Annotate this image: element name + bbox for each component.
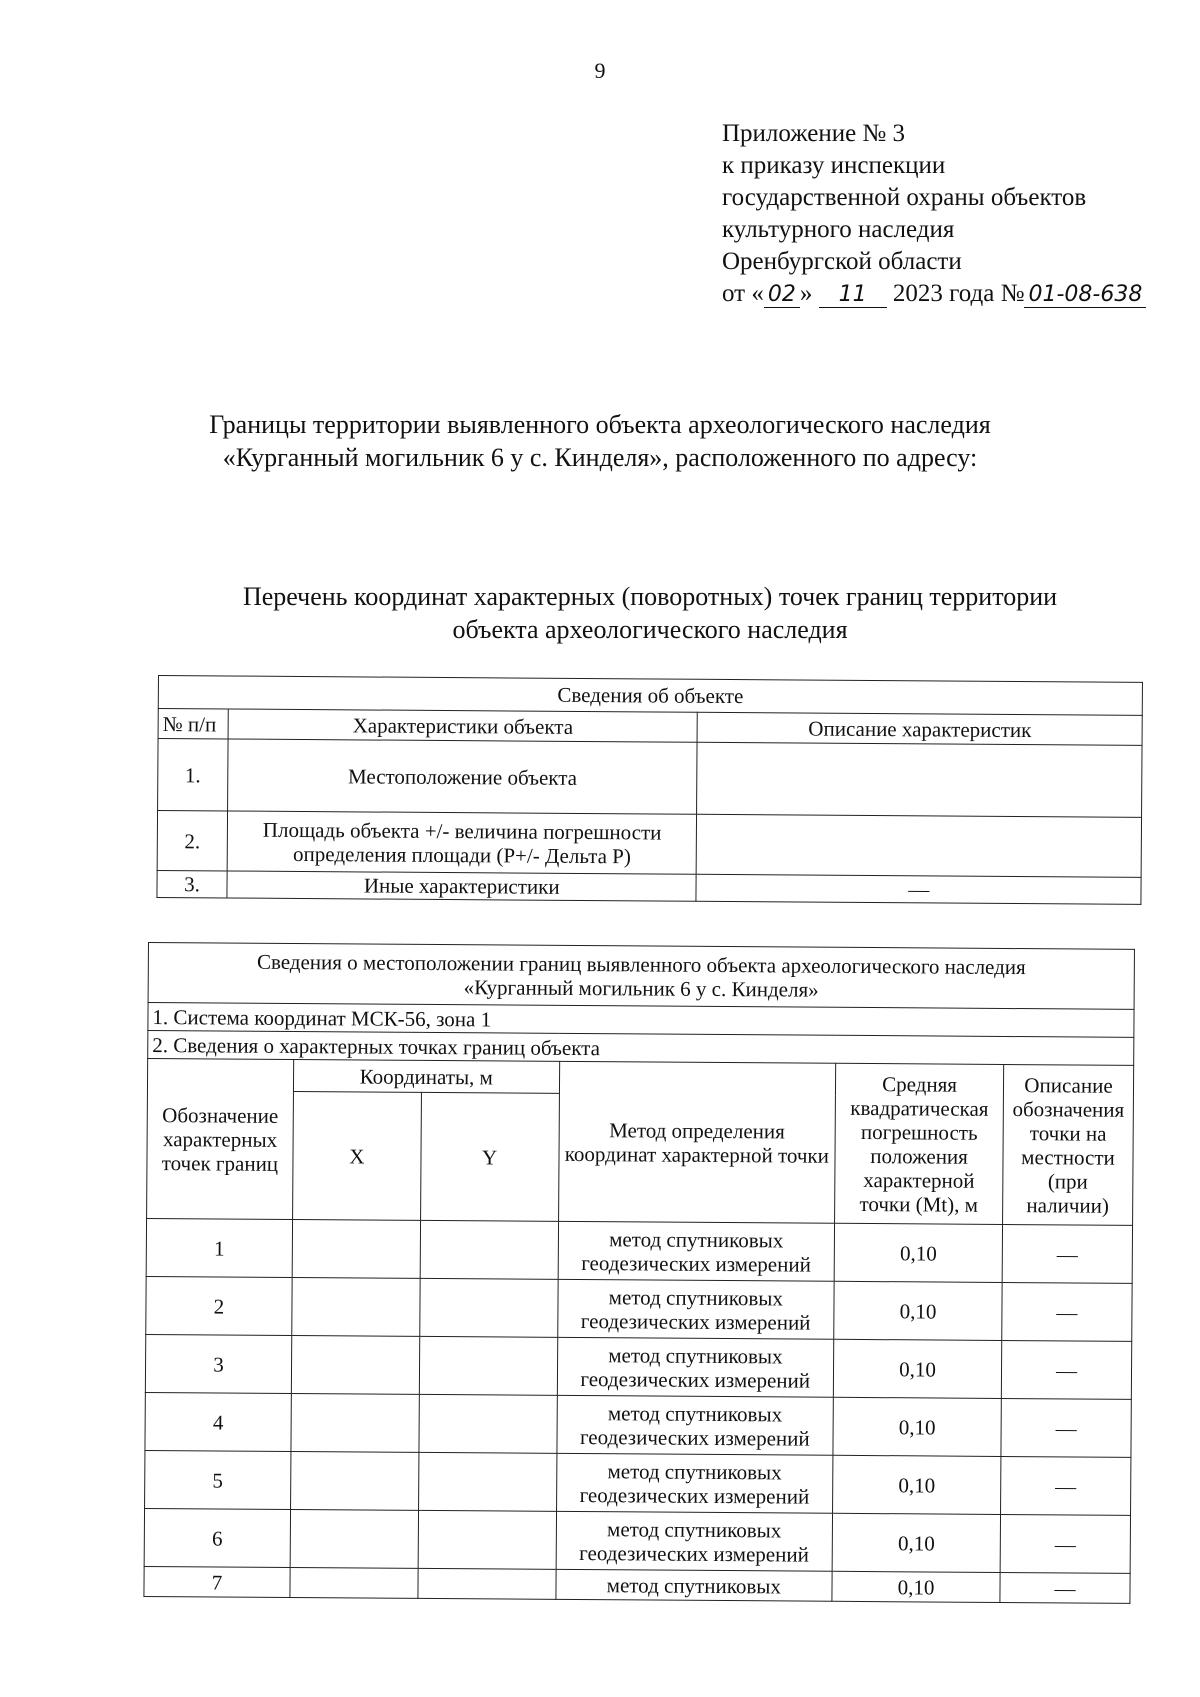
x-value: [291, 1336, 419, 1395]
table-row: [144, 1508, 1130, 1573]
header-description: Описание характеристик: [698, 712, 1143, 745]
appendix-line: Оренбургской области: [722, 248, 962, 275]
row-characteristic: Иные характеристики: [227, 871, 697, 901]
table-row: [145, 1392, 1131, 1457]
object-info-table: [156, 675, 1143, 905]
row-characteristic: Местоположение объекта: [228, 739, 698, 814]
method-cell: [557, 1279, 834, 1339]
table-row: [145, 1334, 1131, 1399]
method-line: геодезических измерений: [580, 1308, 811, 1335]
error-value: 0,10: [833, 1339, 1001, 1398]
desc-value: —: [1002, 1224, 1132, 1283]
row-num: 2.: [157, 811, 227, 871]
appendix-block: [722, 118, 1146, 310]
method-cell: [556, 1395, 833, 1455]
x-value: [292, 1220, 420, 1279]
header-error: Средняя квадратическая погрешность положения характерной точки (Mt), м: [835, 1063, 1004, 1224]
location-table-caption: [148, 943, 1134, 1010]
order-prefix: от «: [722, 280, 764, 307]
row-description: [697, 742, 1142, 817]
header-point: Обозначение характерных точек границ: [147, 1059, 294, 1220]
order-number: 01-08-638: [1024, 283, 1146, 308]
point-id: 6: [144, 1508, 290, 1567]
desc-value: —: [1000, 1572, 1130, 1603]
header-characteristic: Характеристики объекта: [228, 709, 698, 742]
row-characteristic: Площадь объекта +/- величина погрешности определения площади (Р+/- Дельта Р): [227, 811, 697, 874]
point-id: 5: [145, 1450, 291, 1509]
x-value: [290, 1568, 418, 1599]
method-line: геодезических измерений: [581, 1250, 811, 1277]
y-value: [418, 1452, 556, 1511]
point-id: 2: [146, 1276, 292, 1335]
title-line: «Курганный могильник 6 у с. Кинделя», расположенного по адресу:: [222, 443, 978, 472]
method-cell: [555, 1569, 832, 1601]
method-line: метод спутниковых: [608, 1284, 784, 1310]
y-value: [418, 1568, 556, 1599]
desc-value: —: [1000, 1514, 1130, 1573]
row-num: 3.: [157, 870, 227, 897]
method-line: метод спутниковых: [609, 1226, 784, 1252]
table-row: [145, 1450, 1131, 1515]
method-cell: [556, 1453, 833, 1513]
order-line: [722, 278, 1146, 310]
method-cell: [556, 1511, 833, 1571]
y-value: [419, 1394, 557, 1453]
x-value: [290, 1510, 418, 1569]
header-desc: Описание обозначения точки на местности (при наличии): [1003, 1064, 1134, 1225]
x-value: [290, 1452, 418, 1511]
document-title: [0, 408, 1200, 474]
order-month: 11: [819, 283, 887, 308]
method-cell: [557, 1337, 834, 1397]
method-line: метод спутниковых: [607, 1400, 783, 1426]
desc-value: —: [1001, 1398, 1131, 1457]
table-row: [146, 1276, 1132, 1341]
appendix-line: культурного наследия: [722, 216, 955, 243]
x-value: [292, 1278, 420, 1337]
desc-value: —: [1001, 1340, 1131, 1399]
error-value: 0,10: [833, 1397, 1001, 1456]
point-id: 7: [144, 1566, 290, 1597]
y-value: [419, 1336, 557, 1395]
caption-line: «Курганный могильник 6 у с. Кинделя»: [463, 974, 819, 1002]
method-line: геодезических измерений: [579, 1482, 810, 1509]
order-day: 02: [764, 283, 800, 308]
desc-value: —: [1002, 1282, 1132, 1341]
page-number: 9: [594, 58, 606, 83]
error-value: 0,10: [834, 1223, 1002, 1282]
error-value: 0,10: [833, 1455, 1001, 1514]
coordinate-system: 1. Система координат МСК-56, зона 1: [148, 1003, 1134, 1038]
desc-value: —: [1001, 1456, 1131, 1515]
appendix-line: Приложение № 3: [722, 120, 906, 147]
method-line: геодезических измерений: [579, 1540, 809, 1567]
method-line: метод спутниковых: [608, 1342, 783, 1368]
method-line: метод спутниковых: [607, 1458, 782, 1484]
error-value: 0,10: [834, 1281, 1002, 1340]
x-value: [291, 1394, 419, 1453]
caption-line: Сведения о местоположении границ выявленного объекта археологического наследия: [256, 949, 1026, 979]
document-subtitle: [0, 580, 1200, 646]
points-caption: 2. Сведения о характерных точках границ объекта: [148, 1031, 1134, 1066]
subtitle-line: Перечень координат характерных (поворотных) точек границ территории: [242, 582, 1058, 611]
header-coords: Координаты, м: [293, 1060, 559, 1094]
y-value: [418, 1510, 556, 1569]
method-line: метод спутниковых: [606, 1572, 782, 1598]
error-value: 0,10: [832, 1571, 1000, 1602]
header-y: Y: [420, 1092, 559, 1221]
subtitle-line: объекта археологического наследия: [452, 615, 848, 644]
header-num: № п/п: [158, 709, 228, 739]
method-cell: [558, 1221, 835, 1281]
point-id: 4: [145, 1392, 291, 1451]
header-method: Метод определения координат характерной точки: [558, 1061, 836, 1223]
appendix-line: к приказу инспекции: [722, 152, 946, 179]
title-line: Границы территории выявленного объекта археологического наследия: [209, 410, 991, 439]
order-year-text: 2023 года №: [892, 280, 1025, 307]
row-description: —: [696, 874, 1141, 904]
object-table-caption: Сведения об объекте: [158, 676, 1142, 716]
table-row: [146, 1218, 1132, 1283]
header-x: X: [293, 1092, 422, 1221]
method-line: метод спутниковых: [607, 1516, 782, 1542]
method-line: геодезических измерений: [579, 1424, 810, 1451]
y-value: [419, 1278, 557, 1337]
point-id: 3: [145, 1334, 291, 1393]
location-table: [143, 942, 1135, 1604]
table-row: [144, 1566, 1130, 1603]
point-id: 1: [146, 1218, 292, 1277]
method-line: геодезических измерений: [580, 1366, 811, 1393]
order-mid: »: [799, 280, 813, 307]
error-value: 0,10: [832, 1513, 1000, 1572]
row-num: 1.: [158, 739, 228, 811]
appendix-line: государственной охраны объектов: [722, 184, 1087, 211]
y-value: [420, 1220, 558, 1279]
row-description: [697, 814, 1142, 877]
